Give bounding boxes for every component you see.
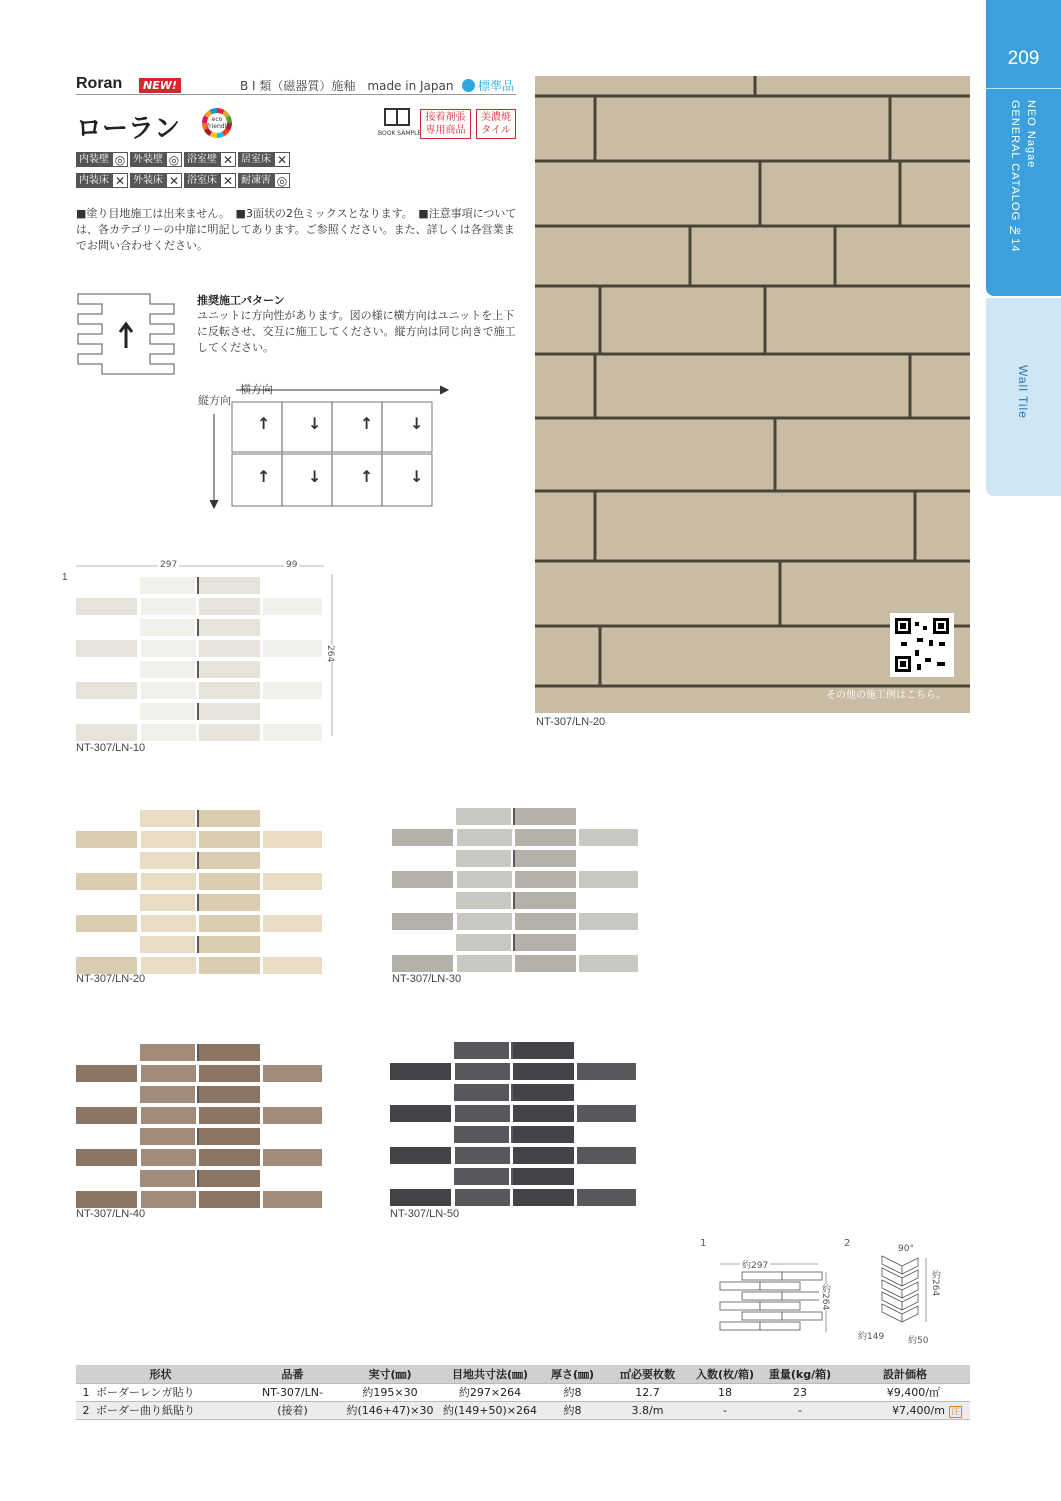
tile-brick	[513, 1189, 574, 1206]
tile-brick	[76, 1065, 137, 1082]
cell-shape: ボーダー曲り紙貼り	[96, 1401, 245, 1419]
tile-brick	[392, 871, 453, 888]
usage-cell	[130, 152, 182, 167]
usage-cell	[130, 173, 182, 188]
usage-label: 浴室床	[184, 173, 220, 188]
usage-cell	[76, 152, 128, 167]
cell-qty: 18	[718, 1385, 732, 1399]
sheet-height-label: 264	[325, 645, 335, 663]
note-mark: 注	[950, 1406, 960, 1417]
tile-swatch	[76, 573, 324, 745]
diagram-2-index: 2	[844, 1238, 851, 1249]
tile-brick	[513, 1084, 574, 1101]
tile-brick	[455, 1105, 510, 1122]
diagram-2-width-2: 約50	[908, 1336, 929, 1346]
tile-sheet-svg	[76, 806, 324, 974]
tile-sheet-svg	[390, 1038, 638, 1206]
tile-brick	[454, 1168, 509, 1185]
tile-brick	[141, 682, 196, 699]
cell-code: NT-307/LN-	[262, 1385, 323, 1399]
cell-qty: -	[690, 1401, 760, 1419]
tile-brick	[457, 829, 512, 846]
header-rule	[76, 94, 516, 95]
usage-cell	[184, 173, 236, 188]
tile-brick	[140, 1044, 195, 1061]
tile-brick	[515, 892, 576, 909]
tile-brick	[515, 850, 576, 867]
tile-brick	[579, 913, 638, 930]
tile-brick	[513, 1105, 574, 1122]
table-row	[76, 1401, 970, 1419]
sheet-index: 1	[62, 572, 68, 583]
tile-brick	[263, 831, 322, 848]
tile-brick	[199, 1044, 260, 1061]
usage-mark: ✕	[220, 173, 236, 188]
new-badge: NEW!	[139, 78, 181, 93]
mino-badge: 美濃焼 タイル	[476, 109, 516, 139]
cell-per-m2: 3.8/m	[605, 1401, 690, 1419]
tile-brick	[515, 934, 576, 951]
tile-brick	[141, 598, 196, 615]
tile-brick	[454, 1126, 509, 1143]
tile-brick	[199, 640, 260, 657]
usage-mark: ✕	[166, 173, 182, 188]
usage-cell	[238, 173, 290, 188]
tile-brick	[199, 831, 260, 848]
tile-brick	[140, 810, 195, 827]
cell-thickness: 約8	[540, 1401, 605, 1419]
section-label: Wall Tile	[1016, 365, 1030, 419]
tile-brick	[140, 703, 195, 720]
tile-brick	[141, 1107, 196, 1124]
qr-code-icon	[895, 618, 949, 672]
diagram-2-angle: 90°	[898, 1244, 914, 1254]
tile-brick	[263, 1107, 322, 1124]
tile-brick	[263, 1191, 322, 1208]
diagram-2-height: 約264	[930, 1270, 940, 1297]
tile-brick	[141, 831, 196, 848]
tile-brick	[513, 1168, 574, 1185]
tile-brick	[140, 661, 195, 678]
tile-brick	[579, 829, 638, 846]
tile-brick	[513, 1126, 574, 1143]
tile-brick	[199, 1191, 260, 1208]
book-sample-label: BOOK SAMPLE	[378, 130, 422, 137]
tile-brick	[390, 1147, 451, 1164]
shape-1-diagram	[716, 1262, 834, 1340]
usage-row-1	[76, 152, 292, 167]
pattern-text: ユニットに方向性があります。図の様に横方向はユニットを上下に反転させ、交互に施工してください。縦方向は同じ向きで施工してください。	[197, 309, 516, 354]
product-notes: ■塗り目地施工は出来ません。 ■3面状の2色ミックスとなります。 ■注意事項については、各カテゴリーの中扉に明記してあります。ご参照ください。また、詳しくは各営業までお問い合わせください。	[76, 207, 517, 252]
tile-brick	[513, 1063, 574, 1080]
cell-weight: 23	[793, 1385, 807, 1399]
usage-cell	[238, 152, 290, 167]
sheet-side-label: 99	[286, 560, 298, 570]
swatch-code: NT-307/LN-30	[392, 973, 462, 985]
arrow-down-icon: ↓	[308, 467, 322, 486]
tile-brick	[140, 1170, 195, 1187]
tile-brick	[199, 703, 260, 720]
usage-label: 浴室壁	[184, 152, 220, 167]
tile-brick	[76, 957, 137, 974]
tile-brick	[515, 871, 576, 888]
cell-weight: -	[760, 1401, 840, 1419]
pattern-layout-diagram	[210, 384, 455, 512]
tile-swatch	[76, 806, 324, 978]
table-header-row	[76, 1365, 970, 1383]
diagram-1-index: 1	[700, 1238, 707, 1249]
diagram-1-height: 約264	[820, 1284, 830, 1311]
usage-mark: ◎	[112, 152, 128, 167]
tile-brick	[76, 873, 137, 890]
usage-mark: ✕	[274, 152, 290, 167]
arrow-down-icon: ↓	[410, 414, 424, 433]
cell-price: ¥9,400/㎡	[886, 1386, 940, 1399]
tile-brick	[263, 682, 322, 699]
arrow-up-icon: ↑	[257, 414, 271, 433]
tile-brick	[141, 873, 196, 890]
tile-brick	[457, 913, 512, 930]
tile-brick	[577, 1105, 636, 1122]
tile-brick	[392, 829, 453, 846]
tile-brick	[141, 957, 196, 974]
adhesive-badge: 接着剤張 専用商品	[420, 109, 471, 139]
qr-caption: その他の施工例はこちら。	[826, 690, 946, 701]
arrow-down-icon: ↓	[410, 467, 424, 486]
tile-brick	[199, 852, 260, 869]
usage-mark: ✕	[220, 152, 236, 167]
arrow-up-icon: ↑	[360, 414, 374, 433]
tile-brick	[455, 1147, 510, 1164]
tile-sheet-svg	[76, 573, 324, 741]
tile-brick	[577, 1147, 636, 1164]
tile-brick	[454, 1084, 509, 1101]
spec-table	[76, 1365, 970, 1420]
page-number: 209	[1007, 48, 1040, 69]
tile-brick	[76, 640, 137, 657]
cell-size: 約(146+47)×30	[340, 1401, 440, 1419]
arrow-up-icon: ↑	[360, 467, 374, 486]
column-header: 厚さ(㎜)	[540, 1365, 605, 1383]
eco-label: eco friendly	[207, 113, 227, 133]
tile-brick	[513, 1042, 574, 1059]
book-sample-icon	[384, 108, 410, 126]
tile-brick	[199, 1065, 260, 1082]
column-header: 品番	[245, 1365, 340, 1383]
tile-brick	[140, 577, 195, 594]
usage-mark: ◎	[274, 173, 290, 188]
tile-brick	[199, 810, 260, 827]
swatch-code: NT-307/LN-50	[390, 1208, 460, 1220]
product-classification: B I 類（磁器質）施釉 made in Japan	[240, 79, 454, 93]
standard-dot-icon	[462, 79, 475, 92]
tile-brick	[392, 955, 453, 972]
tile-brick	[199, 1149, 260, 1166]
tile-brick	[515, 913, 576, 930]
tile-brick	[76, 915, 137, 932]
tile-brick	[263, 640, 322, 657]
tile-brick	[199, 1086, 260, 1103]
table-row	[76, 1383, 970, 1401]
tile-brick	[263, 957, 322, 974]
shape-2-diagram	[868, 1248, 930, 1332]
unit-direction-diagram	[76, 292, 176, 376]
tile-brick	[140, 619, 195, 636]
tile-brick	[141, 1149, 196, 1166]
tile-brick	[199, 598, 260, 615]
usage-label: 居室床	[238, 152, 274, 167]
tile-brick	[199, 894, 260, 911]
tile-swatch	[392, 804, 640, 976]
usage-cell	[76, 173, 128, 188]
tile-brick	[263, 873, 322, 890]
row-number: 1	[82, 1385, 90, 1399]
tile-brick	[513, 1147, 574, 1164]
tile-brick	[199, 957, 260, 974]
tile-brick	[456, 808, 511, 825]
tile-brick	[455, 1063, 510, 1080]
tile-brick	[76, 598, 137, 615]
arrow-up-icon: ↑	[257, 467, 271, 486]
tile-brick	[76, 1107, 137, 1124]
cell-joint: 約(149+50)×264	[440, 1401, 540, 1419]
tile-brick	[456, 934, 511, 951]
diagram-1-width: 約297	[740, 1258, 770, 1271]
column-header: 入数(枚/箱)	[690, 1365, 760, 1383]
tile-brick	[199, 1107, 260, 1124]
arrow-down-icon: ↓	[308, 414, 322, 433]
photo-caption: NT-307/LN-20	[536, 716, 606, 728]
tile-brick	[140, 936, 195, 953]
column-header: 重量(kg/箱)	[760, 1365, 840, 1383]
tile-brick	[76, 1149, 137, 1166]
tile-brick	[390, 1105, 451, 1122]
tile-brick	[199, 661, 260, 678]
sheet-width-label: 297	[160, 560, 178, 570]
tile-brick	[140, 1086, 195, 1103]
catalog-title: GENERAL CATALOG №14	[1009, 100, 1021, 253]
tile-brick	[199, 682, 260, 699]
row-number: 2	[76, 1401, 96, 1419]
usage-label: 外装壁	[130, 152, 166, 167]
tile-brick	[199, 1170, 260, 1187]
tile-sheet-svg	[392, 804, 640, 972]
catalog-brand: NEO Nagae	[1025, 100, 1037, 169]
column-header: 設計価格	[840, 1365, 970, 1383]
tile-brick	[141, 1065, 196, 1082]
swatch-code: NT-307/LN-40	[76, 1208, 146, 1220]
tile-brick	[263, 1149, 322, 1166]
tile-brick	[199, 936, 260, 953]
cell-per-m2: 12.7	[635, 1385, 660, 1399]
tile-brick	[456, 850, 511, 867]
tab-divider	[986, 88, 1061, 89]
cell-thickness: 約8	[563, 1386, 582, 1399]
cell-shape: ボーダーレンガ貼り	[96, 1386, 195, 1399]
standard-label: 標準品	[478, 79, 515, 93]
tile-brick	[454, 1042, 509, 1059]
swatch-code: NT-307/LN-20	[76, 973, 146, 985]
tile-brick	[199, 724, 260, 741]
tile-brick	[392, 913, 453, 930]
tile-brick	[76, 724, 137, 741]
tile-brick	[579, 871, 638, 888]
tile-brick	[140, 852, 195, 869]
tile-swatch	[76, 1040, 324, 1212]
tile-brick	[199, 619, 260, 636]
usage-label: 内装床	[76, 173, 112, 188]
tile-sheet-svg	[76, 1040, 324, 1208]
column-header: 目地共寸法(㎜)	[440, 1365, 540, 1383]
price-value: ¥7,400/m	[892, 1403, 945, 1417]
cell-joint: 約297×264	[458, 1386, 522, 1399]
usage-label: 耐凍害	[238, 173, 274, 188]
tile-brick	[457, 955, 512, 972]
tile-brick	[140, 1128, 195, 1145]
tile-brick	[76, 1191, 137, 1208]
tile-brick	[141, 1191, 196, 1208]
tile-brick	[199, 577, 260, 594]
tile-brick	[390, 1189, 451, 1206]
tile-brick	[199, 1128, 260, 1145]
tile-brick	[457, 871, 512, 888]
tile-brick	[141, 724, 196, 741]
usage-label: 内装壁	[76, 152, 112, 167]
column-header: ㎡必要枚数	[605, 1365, 690, 1383]
tile-swatch	[390, 1038, 638, 1210]
tile-brick	[456, 892, 511, 909]
cell-code: (接着)	[245, 1401, 340, 1419]
tile-brick	[199, 873, 260, 890]
tile-brick	[76, 831, 137, 848]
tile-brick	[263, 724, 322, 741]
tile-brick	[515, 808, 576, 825]
tile-brick	[263, 598, 322, 615]
usage-mark: ✕	[112, 173, 128, 188]
usage-mark: ◎	[166, 152, 182, 167]
tile-brick	[577, 1189, 636, 1206]
tile-brick	[141, 915, 196, 932]
product-jp-name: ローラン	[76, 114, 181, 144]
cell-size: 約195×30	[362, 1386, 418, 1399]
diagram-2-width-1: 約149	[858, 1332, 885, 1342]
tile-brick	[263, 1065, 322, 1082]
usage-row-2	[76, 173, 292, 188]
swatch-code: NT-307/LN-10	[76, 742, 146, 754]
tile-brick	[577, 1063, 636, 1080]
usage-label: 外装床	[130, 173, 166, 188]
tile-brick	[455, 1189, 510, 1206]
product-roman-name: Roran	[76, 75, 123, 92]
cell-price	[840, 1401, 970, 1419]
tile-brick	[199, 915, 260, 932]
qr-code[interactable]	[890, 613, 954, 677]
column-header: 実寸(㎜)	[340, 1365, 440, 1383]
tile-brick	[515, 955, 576, 972]
tile-brick	[579, 955, 638, 972]
column-header: 形状	[76, 1365, 245, 1383]
tile-brick	[140, 894, 195, 911]
tile-brick	[515, 829, 576, 846]
tile-brick	[263, 915, 322, 932]
pattern-title: 推奨施工パターン	[197, 294, 285, 307]
usage-cell	[184, 152, 236, 167]
vertical-direction-label: 縦方向	[198, 395, 231, 407]
tile-brick	[76, 682, 137, 699]
tile-brick	[141, 640, 196, 657]
tile-brick	[390, 1063, 451, 1080]
